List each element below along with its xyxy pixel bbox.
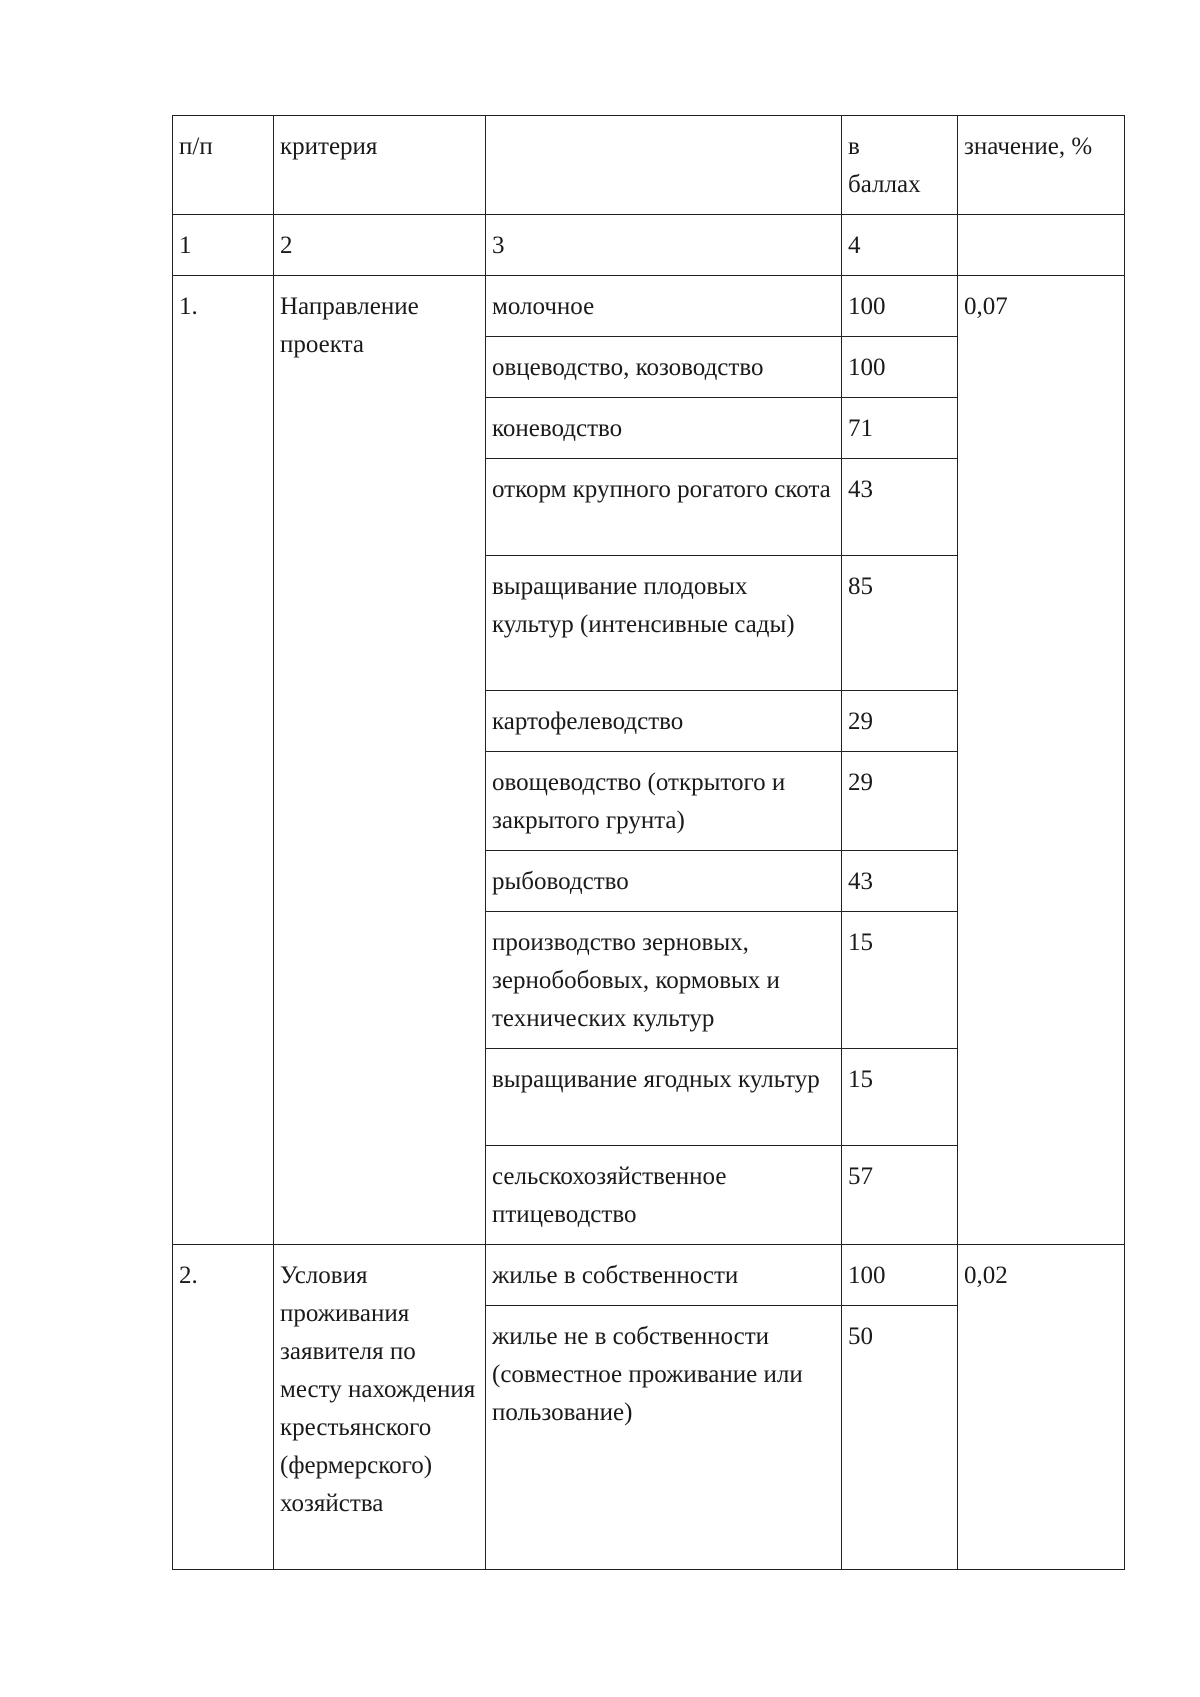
group-criterion-cell: Направление проекта <box>274 276 486 1245</box>
numbering-cell-4: 4 <box>842 215 958 276</box>
group-criterion-cell: Условия проживания заявителя по месту нахождения крестьянского (фермерского) хозяйства <box>274 1245 486 1570</box>
header-score-cell <box>842 116 958 215</box>
score-cell: 43 <box>842 459 958 556</box>
numbering-cell-2: 2 <box>274 215 486 276</box>
header-score-line1: в <box>848 133 860 160</box>
score-cell: 15 <box>842 912 958 1049</box>
group-number-cell: 2. <box>173 1245 274 1570</box>
header-option-cell <box>486 116 842 215</box>
numbering-cell-1: 1 <box>173 215 274 276</box>
option-cell: коневодство <box>486 398 842 459</box>
option-cell: выращивание плодовых культур (интенсивные сады) <box>486 556 842 691</box>
criteria-table <box>172 115 1125 1570</box>
numbering-cell-3: 3 <box>486 215 842 276</box>
score-cell: 57 <box>842 1146 958 1245</box>
option-cell: овцеводство, козоводство <box>486 337 842 398</box>
score-cell: 85 <box>842 556 958 691</box>
header-weight-cell: значение, % <box>958 116 1125 215</box>
table-row <box>173 276 1125 337</box>
score-cell: 15 <box>842 1049 958 1146</box>
score-cell: 100 <box>842 276 958 337</box>
group-number-cell: 1. <box>173 276 274 1245</box>
header-number-cell: п/п <box>173 116 274 215</box>
option-cell: жилье в собственности <box>486 1245 842 1306</box>
score-cell: 50 <box>842 1306 958 1570</box>
option-cell: рыбоводство <box>486 851 842 912</box>
option-cell: овощеводство (открытого и закрытого грунта) <box>486 752 842 851</box>
option-cell: молочное <box>486 276 842 337</box>
option-cell: выращивание ягодных культур <box>486 1049 842 1146</box>
score-cell: 71 <box>842 398 958 459</box>
group-weight-cell: 0,07 <box>958 276 1125 1245</box>
group-weight-cell: 0,02 <box>958 1245 1125 1570</box>
table-header-row <box>173 116 1125 215</box>
option-cell: жилье не в собственности (совместное проживание или пользование) <box>486 1306 842 1570</box>
column-numbering-row <box>173 215 1125 276</box>
numbering-cell-5 <box>958 215 1125 276</box>
table-row <box>173 1245 1125 1306</box>
option-cell: сельскохозяйственное птицеводство <box>486 1146 842 1245</box>
option-cell: производство зерновых, зернобобовых, кормовых и технических культур <box>486 912 842 1049</box>
header-criterion-cell: критерия <box>274 116 486 215</box>
score-cell: 100 <box>842 1245 958 1306</box>
option-cell: картофелеводство <box>486 691 842 752</box>
option-cell: откорм крупного рогатого скота <box>486 459 842 556</box>
header-score-line2: баллах <box>848 171 921 198</box>
score-cell: 100 <box>842 337 958 398</box>
score-cell: 29 <box>842 752 958 851</box>
score-cell: 43 <box>842 851 958 912</box>
score-cell: 29 <box>842 691 958 752</box>
